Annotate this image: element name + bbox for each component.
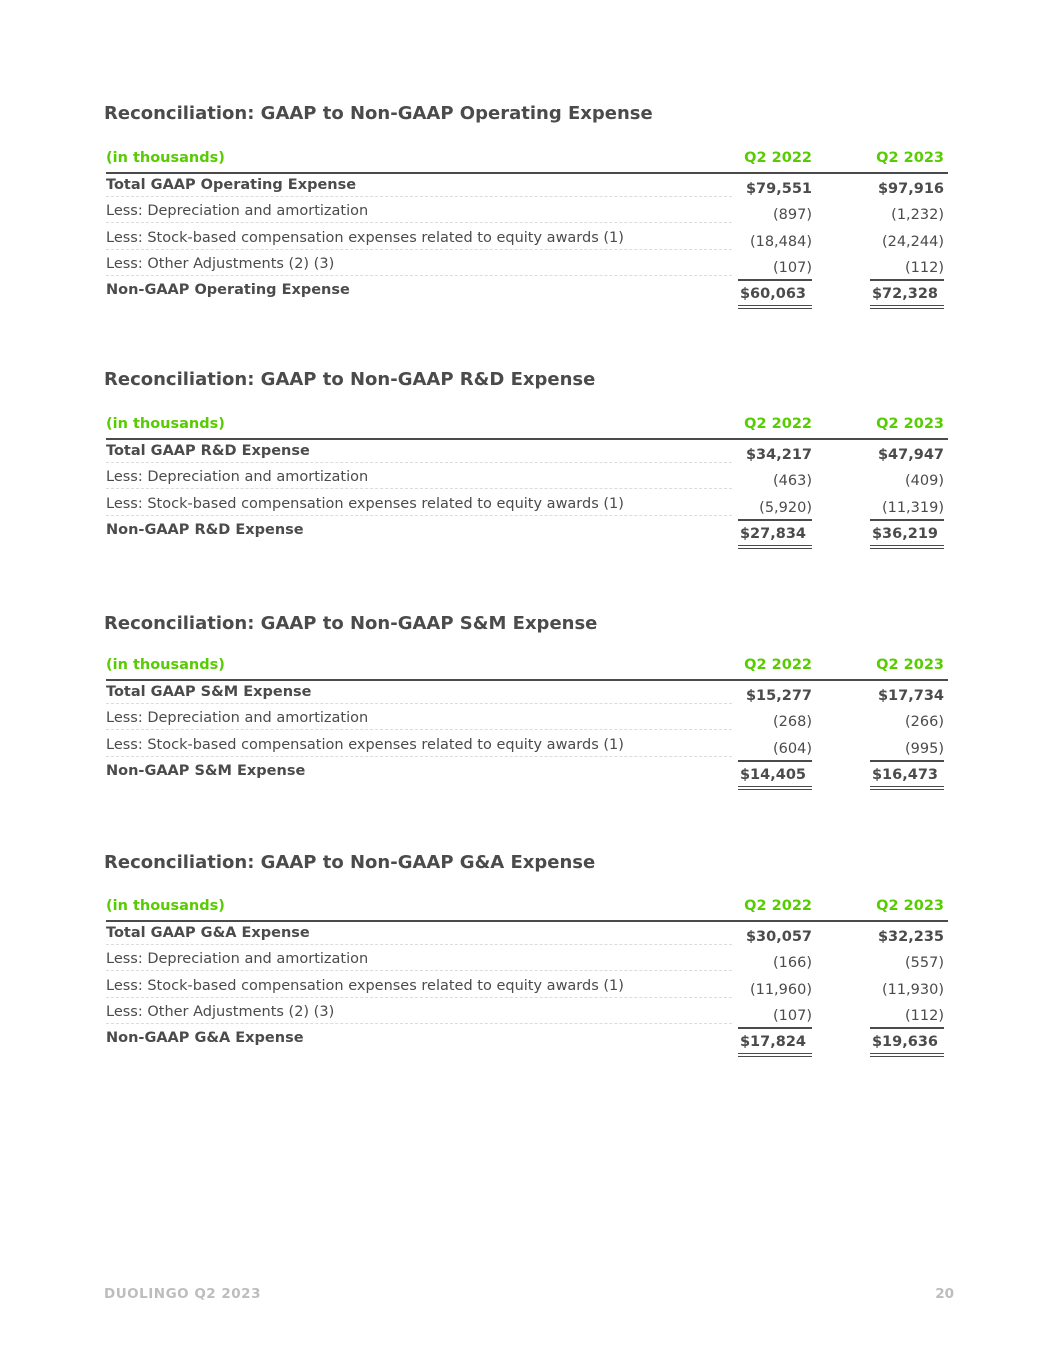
page-number: 20	[935, 1286, 954, 1302]
section-title: Reconciliation: GAAP to Non-GAAP G&A Expense	[104, 852, 596, 873]
value-q2-2023: $72,328	[870, 283, 944, 309]
value-q2-2023: $19,636	[870, 1031, 944, 1057]
value-q2-2022: $60,063	[738, 283, 812, 309]
value-q2-2022: (463)	[773, 473, 812, 490]
table-header	[106, 898, 948, 922]
row-label: Non-GAAP G&A Expense	[106, 1030, 304, 1047]
value-q2-2022: $17,824	[738, 1031, 812, 1057]
value-q2-2023: $47,947	[877, 447, 944, 463]
table-row	[106, 975, 948, 1001]
value-q2-2023: (11,930)	[881, 981, 944, 998]
column-header-q2-2023: Q2 2023	[876, 657, 944, 673]
reconciliation-table	[106, 416, 948, 545]
value-q2-2023: $16,473	[870, 764, 944, 790]
table-header	[106, 657, 948, 681]
row-label: Less: Depreciation and amortization	[106, 948, 732, 971]
value-q2-2023: (11,319)	[870, 497, 944, 521]
value-q2-2022: $30,057	[745, 929, 812, 945]
column-header-q2-2022: Q2 2022	[744, 657, 812, 673]
column-header-q2-2023: Q2 2023	[876, 416, 944, 432]
value-q2-2023: (266)	[905, 714, 944, 731]
total-row	[106, 519, 948, 545]
total-row	[106, 1027, 948, 1053]
row-label: Non-GAAP S&M Expense	[106, 762, 306, 779]
footer-document-name: DUOLINGO Q2 2023	[104, 1286, 261, 1302]
reconciliation-table	[106, 150, 948, 305]
table-row	[106, 227, 948, 253]
value-q2-2022: (5,920)	[738, 497, 812, 521]
value-q2-2022: (18,484)	[749, 233, 812, 250]
row-label: Less: Other Adjustments (2) (3)	[106, 1001, 732, 1024]
table-row	[106, 948, 948, 974]
value-q2-2023: (1,232)	[891, 207, 944, 224]
table-row	[106, 440, 948, 466]
column-header-q2-2022: Q2 2022	[744, 416, 812, 432]
row-label: Less: Depreciation and amortization	[106, 200, 732, 223]
row-label: Less: Depreciation and amortization	[106, 707, 732, 730]
row-label: Less: Depreciation and amortization	[106, 466, 732, 489]
column-header-q2-2022: Q2 2022	[744, 898, 812, 914]
unit-label: (in thousands)	[106, 657, 225, 673]
value-q2-2023: $32,235	[877, 929, 944, 945]
value-q2-2022: $14,405	[738, 764, 812, 790]
table-row	[106, 200, 948, 226]
section-title: Reconciliation: GAAP to Non-GAAP S&M Expense	[104, 613, 598, 634]
value-q2-2022: (268)	[773, 714, 812, 731]
row-label: Total GAAP R&D Expense	[106, 440, 732, 463]
value-q2-2023: $17,734	[877, 688, 944, 704]
table-row	[106, 174, 948, 200]
table-row	[106, 466, 948, 492]
table-row	[106, 922, 948, 948]
column-header-q2-2023: Q2 2023	[876, 150, 944, 166]
column-header-q2-2023: Q2 2023	[876, 898, 944, 914]
total-row	[106, 760, 948, 786]
total-row	[106, 279, 948, 305]
value-q2-2022: $27,834	[738, 523, 812, 549]
value-q2-2022: $79,551	[745, 181, 812, 197]
value-q2-2022: (107)	[738, 257, 812, 281]
row-label: Non-GAAP R&D Expense	[106, 521, 304, 538]
column-header-q2-2022: Q2 2022	[744, 150, 812, 166]
row-label: Total GAAP Operating Expense	[106, 174, 732, 197]
value-q2-2022: (166)	[773, 955, 812, 972]
value-q2-2023: (995)	[870, 738, 944, 762]
row-label: Less: Stock-based compensation expenses related to equity awards (1)	[106, 227, 732, 250]
row-label: Total GAAP G&A Expense	[106, 922, 732, 945]
row-label: Non-GAAP Operating Expense	[106, 282, 350, 299]
table-header	[106, 150, 948, 174]
row-label: Less: Stock-based compensation expenses related to equity awards (1)	[106, 734, 732, 757]
value-q2-2022: $34,217	[745, 447, 812, 463]
value-q2-2022: (604)	[738, 738, 812, 762]
unit-label: (in thousands)	[106, 416, 225, 432]
unit-label: (in thousands)	[106, 150, 225, 166]
value-q2-2023: (112)	[870, 1005, 944, 1029]
row-label: Total GAAP S&M Expense	[106, 681, 732, 704]
unit-label: (in thousands)	[106, 898, 225, 914]
table-row	[106, 253, 948, 279]
value-q2-2022: (11,960)	[749, 981, 812, 998]
value-q2-2023: (557)	[905, 955, 944, 972]
table-row	[106, 707, 948, 733]
row-label: Less: Stock-based compensation expenses related to equity awards (1)	[106, 975, 732, 998]
value-q2-2022: (107)	[738, 1005, 812, 1029]
value-q2-2023: (409)	[905, 473, 944, 490]
row-label: Less: Other Adjustments (2) (3)	[106, 253, 732, 276]
row-label: Less: Stock-based compensation expenses related to equity awards (1)	[106, 493, 732, 516]
table-row	[106, 493, 948, 519]
value-q2-2023: $97,916	[877, 181, 944, 197]
value-q2-2023: (112)	[870, 257, 944, 281]
table-row	[106, 681, 948, 707]
value-q2-2022: (897)	[773, 207, 812, 224]
section-title: Reconciliation: GAAP to Non-GAAP R&D Expense	[104, 369, 596, 390]
reconciliation-table	[106, 898, 948, 1053]
table-row	[106, 1001, 948, 1027]
value-q2-2022: $15,277	[745, 688, 812, 704]
value-q2-2023: $36,219	[870, 523, 944, 549]
section-title: Reconciliation: GAAP to Non-GAAP Operating Expense	[104, 103, 653, 124]
table-header	[106, 416, 948, 440]
reconciliation-table	[106, 657, 948, 786]
table-row	[106, 734, 948, 760]
value-q2-2023: (24,244)	[881, 233, 944, 250]
